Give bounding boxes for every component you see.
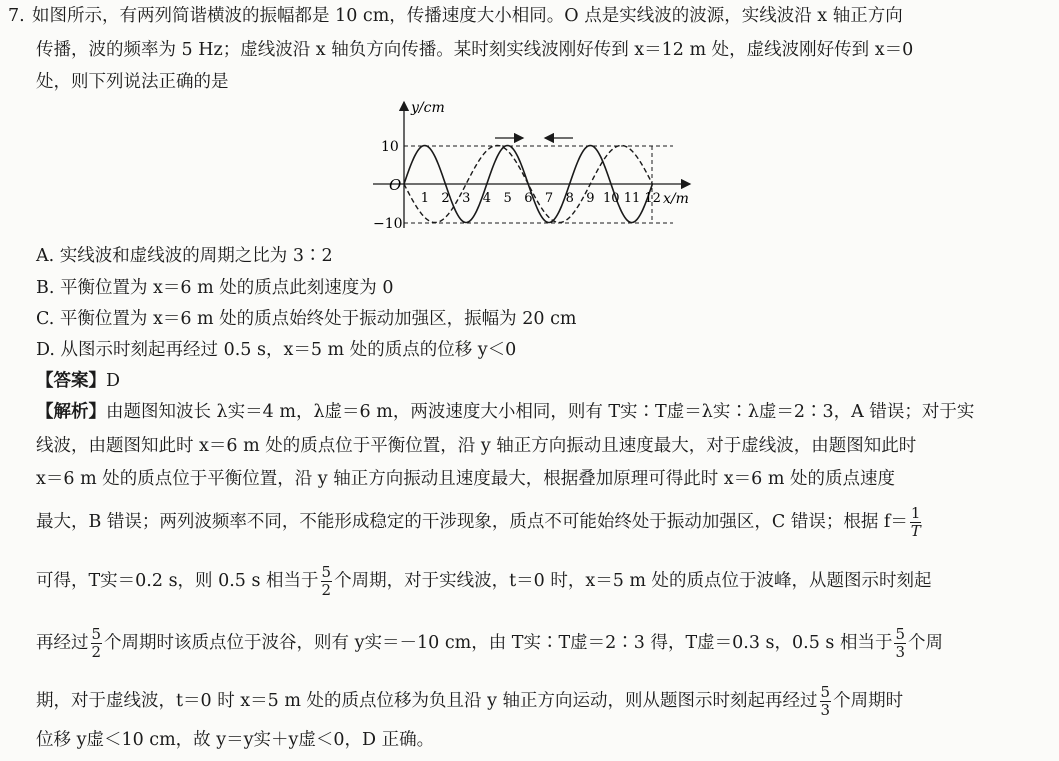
analysis-tag: 【解析】 (36, 402, 106, 422)
question-stem-line-1: 7. 如图所示，有两列简谐横波的振幅都是 10 cm，传播速度大小相同。O 点是实线波的波源，实线波沿 x 轴正方向 (8, 6, 903, 26)
analysis-line-2: 线波，由题图知此时 x＝6 m 处的质点位于平衡位置，沿 y 轴正方向振动且速度最大，对于虚线波，由题图知此时 (36, 436, 917, 456)
analysis-line-5: 可得，T实＝0.2 s，则 0.5 s 相当于 $\frac{5}{2}$ 个周期，对于实线波，t＝0 时，x＝5 m 处的质点位于波峰，从题图示时刻起 (36, 563, 932, 599)
y-tick-10: 10 (381, 139, 399, 155)
answer-value: D (106, 371, 121, 391)
fraction-1-over-t: $\frac{1}{T}$ (910, 504, 921, 540)
x-tick-label: 2 (441, 191, 450, 206)
option-d: D. 从图示时刻起再经过 0.5 s，x＝5 m 处的质点的位移 y＜0 (36, 340, 517, 360)
x-tick-label: 7 (544, 191, 554, 206)
analysis-line-7: 期，对于虚线波，t＝0 时 x＝5 m 处的质点位移为负且沿 y 轴正方向运动，则从题图示时刻起再经过 $\frac{5}{3}$ 个周期时 (36, 683, 904, 719)
x-ticks (421, 191, 661, 206)
fraction-5-over-3: $\frac{5}{3}$ (820, 683, 831, 719)
y-axis-label: y/cm (411, 100, 445, 116)
question-stem-line-3: 处，则下列说法正确的是 (36, 72, 229, 92)
analysis-line-8: 位移 y虚＜10 cm，故 y＝y实＋y虚＜0，D 正确。 (36, 730, 435, 750)
answer-line (36, 369, 120, 393)
x-tick-label: 3 (462, 191, 471, 206)
option-c: C. 平衡位置为 x＝6 m 处的质点始终处于振动加强区，振幅为 20 cm (36, 309, 577, 329)
answer-tag: 【答案】 (36, 371, 106, 391)
x-tick-label: 5 (503, 191, 512, 206)
wave-figure (355, 96, 700, 236)
x-tick-label: 9 (586, 191, 595, 206)
question-number: 7. (8, 6, 25, 26)
x-tick-label: 4 (482, 191, 492, 206)
question-stem-line-2: 传播，波的频率为 5 Hz；虚线波沿 x 轴负方向传播。某时刻实线波刚好传到 x＝12 m 处，虚线波刚好传到 x＝0 (36, 40, 914, 60)
fraction-5-over-2: $\frac{5}{2}$ (321, 563, 332, 599)
analysis-line-4: 最大，B 错误；两列波频率不同，不能形成稳定的干涉现象，质点不可能始终处于振动加强区，C 错误；根据 f＝ $\frac{1}{T}$ (36, 504, 921, 540)
analysis-line-1: 【解析】由题图知波长 λ实＝4 m，λ虚＝6 m，两波速度大小相同，则有 T实∶T虚＝λ实∶λ虚＝2∶3，A 错误；对于实 (36, 402, 975, 422)
x-tick-label: 1 (420, 191, 429, 206)
y-tick-neg10: −10 (373, 216, 403, 232)
origin-label: O (389, 176, 402, 194)
x-axis-label: x/m (663, 191, 689, 207)
analysis-line-3: x＝6 m 处的质点位于平衡位置，沿 y 轴正方向振动且速度最大，根据叠加原理可得此时 x＝6 m 处的质点速度 (36, 469, 896, 489)
fraction-5-over-2: $\frac{5}{2}$ (91, 625, 102, 661)
x-tick-label: 11 (623, 191, 641, 206)
analysis-line-6: 再经过 $\frac{5}{2}$ 个周期时该质点位于波谷，则有 y实＝－10 cm，由 T实∶T虚＝2∶3 得，T虚＝0.3 s，0.5 s 相当于 $\frac{5}{3}$ 个周 (36, 625, 943, 661)
x-tick-label: 8 (565, 191, 574, 206)
x-tick-label: 6 (524, 191, 533, 206)
option-b: B. 平衡位置为 x＝6 m 处的质点此刻速度为 0 (36, 278, 394, 298)
fraction-5-over-3: $\frac{5}{3}$ (895, 625, 905, 661)
option-a: A. 实线波和虚线波的周期之比为 3∶2 (36, 246, 333, 266)
x-tick-label: 12 (644, 191, 661, 206)
x-tick-label: 10 (603, 191, 620, 206)
